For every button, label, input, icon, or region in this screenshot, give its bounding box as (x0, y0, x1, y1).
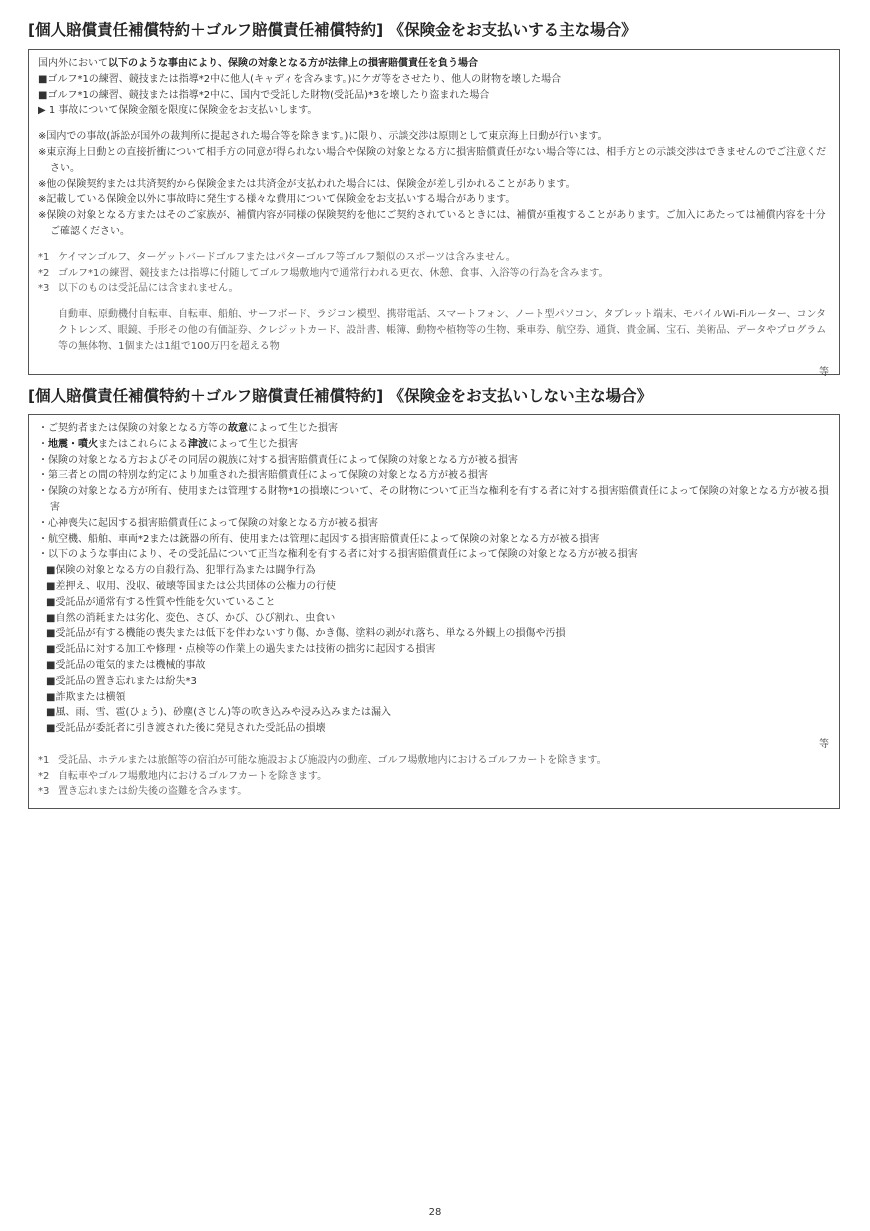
item-bold-text: 故意 (228, 423, 248, 434)
section1-footnote (38, 266, 831, 282)
section2-item: ・心神喪失に起因する損害賠償責任によって保険の対象となる方が被る損害 (38, 517, 378, 529)
page-number: 28 (428, 1207, 442, 1218)
section2-subitem: ■風、雨、雪、雹(ひょう)、砂塵(さじん)等の吹き込みや浸み込みまたは漏入 (46, 707, 392, 719)
section1-footnote (38, 250, 831, 266)
intro-bold-text: 以下のような事由により、保険の対象となる方が法律上の損害賠償責任を負う場合 (108, 58, 478, 69)
footnote-text: 受託品、ホテルまたは旅館等の宿泊が可能な施設および施設内の動産、ゴルフ場敷地内におけるゴルフカートを除きます。 (58, 754, 607, 766)
footnote-mark: *3 (38, 786, 50, 798)
section2-subitem: ■受託品が通常有する性質や性能を欠いていること (46, 596, 276, 608)
section2-subitem: ■受託品の置き忘れまたは紛失*3 (46, 675, 197, 687)
section2-item: ・第三者との間の特別な約定により加重された損害賠償責任によって保険の対象となる方が被る損害 (38, 470, 488, 482)
item-bold-text: 津波 (188, 438, 208, 450)
section2-title: [個人賠償責任補償特約＋ゴルフ賠償責任補償特約] 《保険金をお支払いしない主な場合》 (28, 387, 653, 405)
item-text: ・ご契約者または保険の対象となる方等の (38, 423, 228, 434)
footnote-text: 置き忘れまたは紛失後の盗難を含みます。 (58, 786, 248, 798)
section1-intro (38, 56, 831, 72)
item-text: によって生じた損害 (248, 423, 338, 434)
footnote-text: ケイマンゴルフ、ターゲットバードゴルフまたはパターゴルフ等ゴルフ類似のスポーツは含みません。 (58, 251, 516, 263)
section2-item: ・保険の対象となる方およびその同居の親族に対する損害賠償責任によって保険の対象となる方が被る損害 (38, 454, 518, 466)
section2-subitem: ■詐欺または横領 (46, 691, 126, 703)
section1-etc: 等 (819, 366, 829, 378)
section1-note: ※記載している保険金以外に事故時に発生する様々な費用について保険金をお支払いする場合があります。 (38, 194, 516, 206)
item-bold-text: ・ (68, 438, 78, 450)
footnote-mark: *1 (38, 754, 50, 766)
section2-item (38, 421, 831, 437)
section2-item (38, 437, 831, 453)
section2-footnote (38, 753, 831, 769)
item-text: ・ (38, 438, 48, 450)
footnote-mark: *2 (38, 770, 50, 782)
section2-footnote (38, 784, 831, 800)
section1-note: ※保険の対象となる方またはそのご家族が、補償内容が同様の保険契約を他にご契約されているときには、補償が重複することがあります。ご加入にあたっては補償内容を十分ご確認ください。 (38, 210, 826, 237)
section2-subitem: ■受託品の電気的または機械的事故 (46, 659, 206, 671)
footnote-text: 以下のものは受託品には含まれません。 (58, 283, 239, 295)
section1-note: ※他の保険契約または共済契約から保険金または共済金が支払われた場合には、保険金が差し引かれることがあります。 (38, 178, 576, 190)
section2-subitem: ■自然の消耗または劣化、変色、さび、かび、ひび割れ、虫食い (46, 612, 336, 624)
item-bold-text: 地震 (48, 438, 68, 450)
section1-item: ■ゴルフ*1の練習、競技または指導*2中に、国内で受託した財物(受託品)*3を壊したり盗まれた場合 (38, 89, 490, 101)
section2-etc: 等 (819, 738, 829, 750)
section1-footnote (38, 281, 831, 297)
section1-note: ※東京海上日動との直接折衝について相手方の同意が得られない場合や保険の対象となる方に損害賠償責任がない場合等には、相手方との示談交渉はできませんのでご注意ください。 (38, 146, 827, 174)
footnote-text: ゴルフ*1の練習、競技または指導に付随してゴルフ場敷地内で通常行われる更衣、休憩、食事、入浴等の行為を含みます。 (58, 267, 609, 279)
section2-subitem: ■受託品に対する加工や修理・点検等の作業上の過失または技術の拙劣に起因する損害 (46, 644, 436, 656)
footnote-mark: *1 (38, 251, 50, 263)
section1-item: ■ゴルフ*1の練習、競技または指導*2中に他人(キャディを含みます。)にケガ等をさせたり、他人の財物を壊した場合 (38, 73, 562, 85)
item-text: によって生じた損害 (208, 438, 298, 450)
section2-item: ・航空機、船舶、車両*2または銃器の所有、使用または管理に起因する損害賠償責任によって保険の対象となる方が被る損害 (38, 533, 600, 545)
footnote3-detail: 自動車、原動機付自転車、自転車、船舶、サーフボード、ラジコン模型、携帯電話、スマートフォン、ノート型パソコン、タブレット端末、モバイルWi-Fiルーター、コンタクトレンズ、眼鏡、手形その他の有価証券、クレジットカード、設計書、帳簿、動物や植物等の生物、乗車券、航空券、通貨、貴金属、宝石、美術品、データやプログラム等の無体物、1個または1組で100万円を超える物 (58, 309, 827, 352)
section2-subitem: ■保険の対象となる方の自殺行為、犯罪行為または闘争行為 (46, 565, 316, 577)
item-text: またはこれらによる (98, 438, 188, 450)
section2-item: ・以下のような事由により、その受託品について正当な権利を有する者に対する損害賠償責任によって保険の対象となる方が被る損害 (38, 549, 638, 561)
section1-item: ▶ 1 事故について保険金額を限度に保険金をお支払いします。 (38, 105, 318, 117)
section1-box (28, 49, 840, 378)
section1-title: [個人賠償責任補償特約＋ゴルフ賠償責任補償特約] 《保険金をお支払いする主な場合》 (28, 21, 637, 39)
section2-subitem: ■受託品が委託者に引き渡された後に発見された受託品の損壊 (46, 723, 326, 735)
section2-box (28, 414, 840, 809)
section2-subitem: ■受託品が有する機能の喪失または低下を伴わないすり傷、かき傷、塗料の剥がれ落ち、単なる外観上の損傷や汚損 (46, 628, 566, 640)
section2-item: ・保険の対象となる方が所有、使用または管理する財物*1の損壊について、その財物について正当な権利を有する者に対する損害賠償責任によって保険の対象となる方が被る損害 (38, 486, 829, 513)
item-bold-text: 噴火 (78, 438, 98, 450)
footnote-text: 自転車やゴルフ場敷地内におけるゴルフカートを除きます。 (58, 770, 328, 782)
intro-text: 国内外において (38, 58, 108, 69)
section2-subitem: ■差押え、収用、没収、破壊等国または公共団体の公権力の行使 (46, 580, 337, 592)
section1-note: ※国内での事故(訴訟が国外の裁判所に提起された場合等を除きます。)に限り、示談交渉は原則として東京海上日動が行います。 (38, 131, 608, 143)
section2-footnote (38, 769, 831, 785)
footnote-mark: *2 (38, 267, 50, 279)
footnote-mark: *3 (38, 283, 50, 295)
